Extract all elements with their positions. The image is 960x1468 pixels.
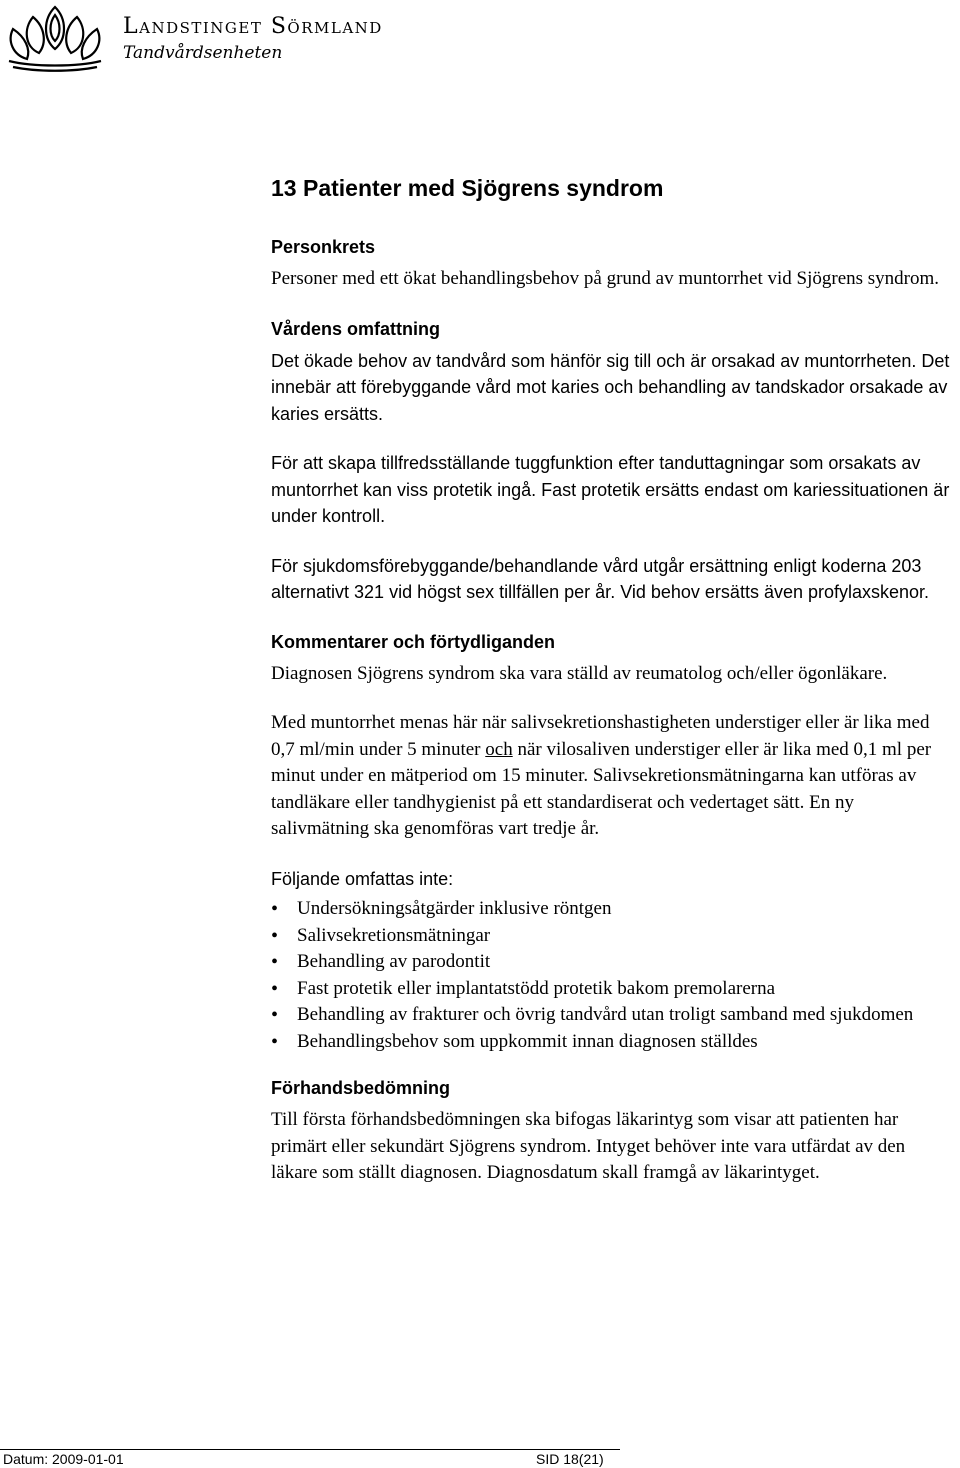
definition-part-2: när vilosaliven understiger eller är lika med 0,1 ml per minut under en mätperiod om 15 minuter. Salivsekretionsmätningarna kan utföras av tandläkare eller tandhygienist på ett standardiserat och vedertaget sätt. En ny salivmätning ska genomföras vart tredje år.	[271, 738, 932, 839]
footer-divider	[0, 1449, 620, 1450]
footer-page-number: SID 18(21)	[536, 1451, 604, 1467]
list-item: • Behandling av frakturer och övrig tandvård utan troligt samband med sjukdomen	[271, 1002, 955, 1029]
tulip-crown-logo-icon	[3, 3, 107, 73]
section-heading-forhandsbedomning: Förhandsbedömning	[271, 1078, 450, 1098]
list-item: • Behandlingsbehov som uppkommit innan diagnosen ställdes	[271, 1029, 955, 1056]
section-heading-personkrets: Personkrets	[271, 237, 376, 257]
paragraph: För sjukdomsförebyggande/behandlande vård utgår ersättning enligt koderna 203 alternativt 321 vid högst sex tillfällen per år. Vid behov ersätts även profylaxskenor.	[271, 555, 930, 602]
unit-name: Tandvårdsenheten	[123, 43, 283, 63]
list-item: • Fast protetik eller implantatstödd protetik bakom premolarerna	[271, 976, 955, 1003]
exclusions-intro: Följande omfattas inte:	[271, 868, 454, 889]
list-item: • Behandling av parodontit	[271, 949, 955, 976]
section-heading-vardens-omfattning: Vårdens omfattning	[271, 318, 441, 339]
definition-part-1: Med muntorrhet menas här när salivsekretionshastigheten understiger eller är lika med 0,7 ml/min under 5 minuter	[271, 712, 930, 760]
paragraph: Det ökade behov av tandvård som hänför sig till och är orsakad av muntorrheten. Det innebär att förebyggande vård mot karies och behandling av tandskador orsakade av karies ersätts.	[271, 350, 950, 424]
underlined-word: och	[485, 738, 513, 760]
definition-paragraph	[271, 710, 955, 843]
paragraph: För att skapa tillfredsställande tuggfunktion efter tanduttagningar som orsakats av muntorrhet kan viss protetik ingå. Fast protetik ersätts endast om kariessituationen är under kontroll.	[271, 453, 950, 526]
section-heading-kommentarer: Kommentarer och förtydliganden	[271, 631, 556, 652]
list-item: • Undersökningsåtgärder inklusive röntgen	[271, 896, 955, 923]
paragraph: Diagnosen Sjögrens syndrom ska vara ställd av reumatolog och/eller ögonläkare.	[271, 662, 888, 684]
paragraph: Personer med ett ökat behandlingsbehov på grund av muntorrhet vid Sjögrens syndrom.	[271, 268, 940, 289]
organization-name: Landstinget Sörmland	[123, 14, 383, 39]
paragraph: Till första förhandsbedömningen ska bifogas läkarintyg som visar att patienten har primärt eller sekundärt Sjögrens syndrom. Intyget behöver inte vara utfärdat av den läkare som ställt diagnosen. Diagnosdatum skall framgå av läkarintyget.	[271, 1109, 906, 1183]
footer	[0, 1449, 960, 1468]
page-title: 13 Patienter med Sjögrens syndrom	[271, 175, 664, 201]
exclusions-list	[271, 896, 955, 1055]
list-item: • Salivsekretionsmätningar	[271, 923, 955, 950]
document-body	[271, 172, 955, 1210]
footer-date: Datum: 2009-01-01	[3, 1451, 124, 1467]
